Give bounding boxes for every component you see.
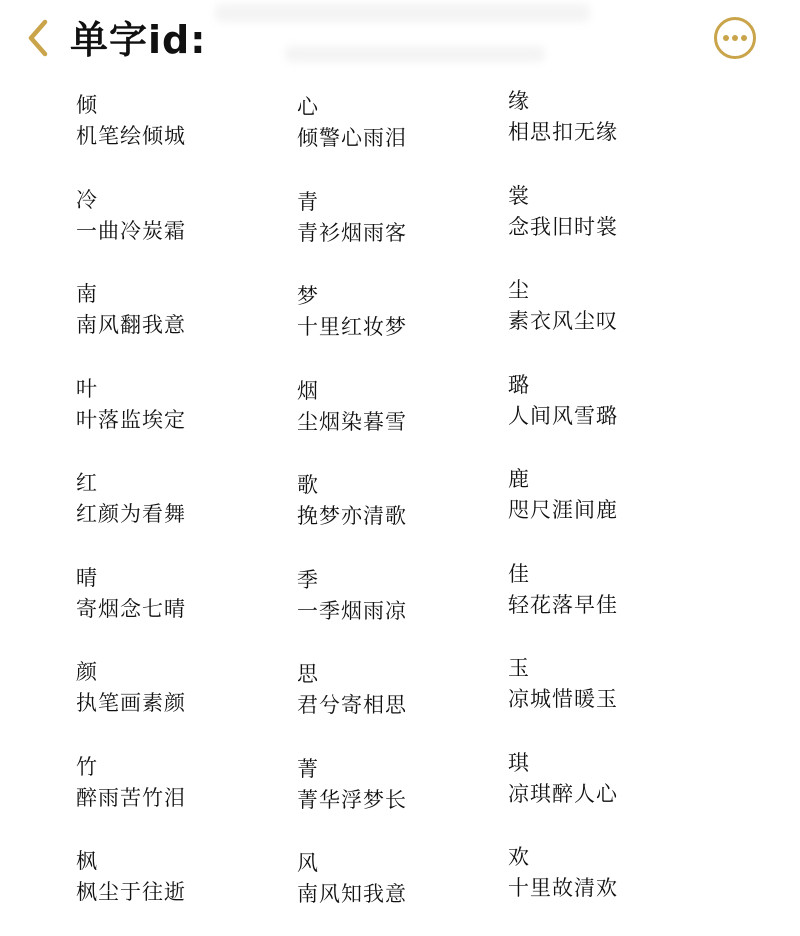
phrase-label: 叶落监埃定: [76, 407, 186, 432]
list-item: [76, 657, 186, 719]
list-item: [76, 563, 186, 625]
list-item: [297, 659, 407, 721]
list-item: [508, 275, 618, 337]
single-char-label: 玉: [508, 656, 529, 680]
list-item: [508, 559, 618, 621]
list-row: [0, 842, 800, 936]
list-row: [0, 748, 800, 842]
list-item: [508, 86, 618, 148]
list-item: [297, 754, 407, 816]
phrase-label: 执笔画素颜: [76, 691, 186, 715]
list-item: [76, 468, 186, 530]
list-row: [0, 275, 800, 369]
list-item: [76, 90, 186, 152]
list-item: [297, 376, 407, 438]
phrase-label: 挽梦亦清歌: [297, 504, 407, 528]
phrase-label: 凉城惜暖玉: [508, 687, 618, 711]
list-row: [0, 181, 800, 275]
list-item: [508, 748, 618, 810]
phrase-label: 枫尘于往逝: [76, 880, 186, 904]
phrase-label: 醉雨苦竹泪: [76, 785, 186, 810]
list-item: [76, 279, 186, 341]
list-item: [508, 464, 618, 526]
back-button[interactable]: [18, 16, 58, 60]
list-item: [297, 92, 407, 154]
phrase-label: 凉琪醉人心: [508, 781, 618, 806]
single-char-label: 风: [297, 851, 318, 875]
phrase-label: 一曲冷炭霜: [76, 218, 186, 243]
page-title: 单字id:: [70, 18, 207, 62]
single-char-label: 鹿: [508, 467, 529, 491]
single-char-label: 季: [297, 567, 318, 592]
single-char-label: 红: [76, 471, 97, 495]
list-item: [297, 565, 407, 627]
phrase-label: 青衫烟雨客: [297, 220, 407, 245]
single-char-label: 冷: [76, 187, 97, 212]
phrase-label: 菁华浮梦长: [297, 787, 407, 812]
single-char-label: 欢: [508, 845, 529, 869]
single-char-label: 缘: [508, 89, 529, 113]
phrase-label: 素衣风尘叹: [508, 309, 618, 333]
list-row: [0, 86, 800, 180]
blurred-region: [285, 46, 545, 62]
single-char-label: 尘: [508, 278, 529, 302]
list-row: [0, 370, 800, 464]
single-char-label: 烟: [297, 378, 318, 403]
phrase-label: 倾警心雨泪: [297, 126, 407, 150]
list-item: [508, 842, 618, 904]
phrase-label: 红颜为看舞: [76, 502, 186, 526]
phrase-label: 机笔绘倾城: [76, 124, 186, 148]
list-item: [297, 470, 407, 532]
phrase-label: 寄烟念七晴: [76, 596, 186, 621]
single-char-label: 梦: [297, 284, 318, 308]
single-char-label: 琪: [508, 750, 529, 775]
single-char-label: 南: [76, 282, 97, 306]
single-char-label: 枫: [76, 849, 97, 873]
single-char-label: 倾: [76, 93, 97, 117]
single-char-label: 青: [297, 189, 318, 214]
list-item: [508, 370, 618, 432]
list-item: [76, 185, 186, 247]
single-char-label: 心: [297, 95, 318, 119]
phrase-label: 轻花落早佳: [508, 592, 618, 617]
phrase-label: 相思扣无缘: [508, 120, 618, 144]
list-item: [297, 848, 407, 910]
phrase-label: 尘烟染暮雪: [297, 409, 407, 434]
chevron-left-icon: [25, 18, 51, 58]
list-item: [76, 846, 186, 908]
blurred-region: [215, 4, 590, 22]
list-item: [76, 752, 186, 814]
more-horizontal-icon: [713, 16, 757, 60]
single-char-label: 竹: [76, 754, 97, 779]
phrase-label: 南风知我意: [297, 882, 407, 906]
list-item: [297, 187, 407, 249]
list-row: [0, 653, 800, 747]
list-item: [508, 181, 618, 243]
phrase-label: 咫尺涯间鹿: [508, 498, 618, 522]
single-char-label: 璐: [508, 372, 529, 397]
more-options-button[interactable]: [713, 16, 757, 60]
top-bar: [0, 0, 800, 80]
single-char-label: 裳: [508, 183, 529, 208]
single-char-label: 歌: [297, 473, 318, 497]
phrase-label: 一季烟雨凉: [297, 598, 407, 623]
single-char-label: 叶: [76, 376, 97, 401]
phrase-label: 十里红妆梦: [297, 315, 407, 339]
phrase-label: 十里故清欢: [508, 876, 618, 900]
single-char-label: 菁: [297, 756, 318, 781]
phrase-label: 南风翻我意: [76, 313, 186, 337]
single-char-label: 颜: [76, 660, 97, 684]
list-item: [76, 374, 186, 436]
list-item: [508, 653, 618, 715]
list-item: [297, 281, 407, 343]
phrase-label: 君兮寄相思: [297, 693, 407, 717]
phrase-label: 人间风雪璐: [508, 403, 618, 428]
list-row: [0, 559, 800, 653]
phrase-label: 念我旧时裳: [508, 214, 618, 239]
single-char-label: 思: [297, 662, 318, 686]
list-row: [0, 464, 800, 558]
single-char-label: 佳: [508, 561, 529, 586]
single-char-label: 晴: [76, 565, 97, 590]
